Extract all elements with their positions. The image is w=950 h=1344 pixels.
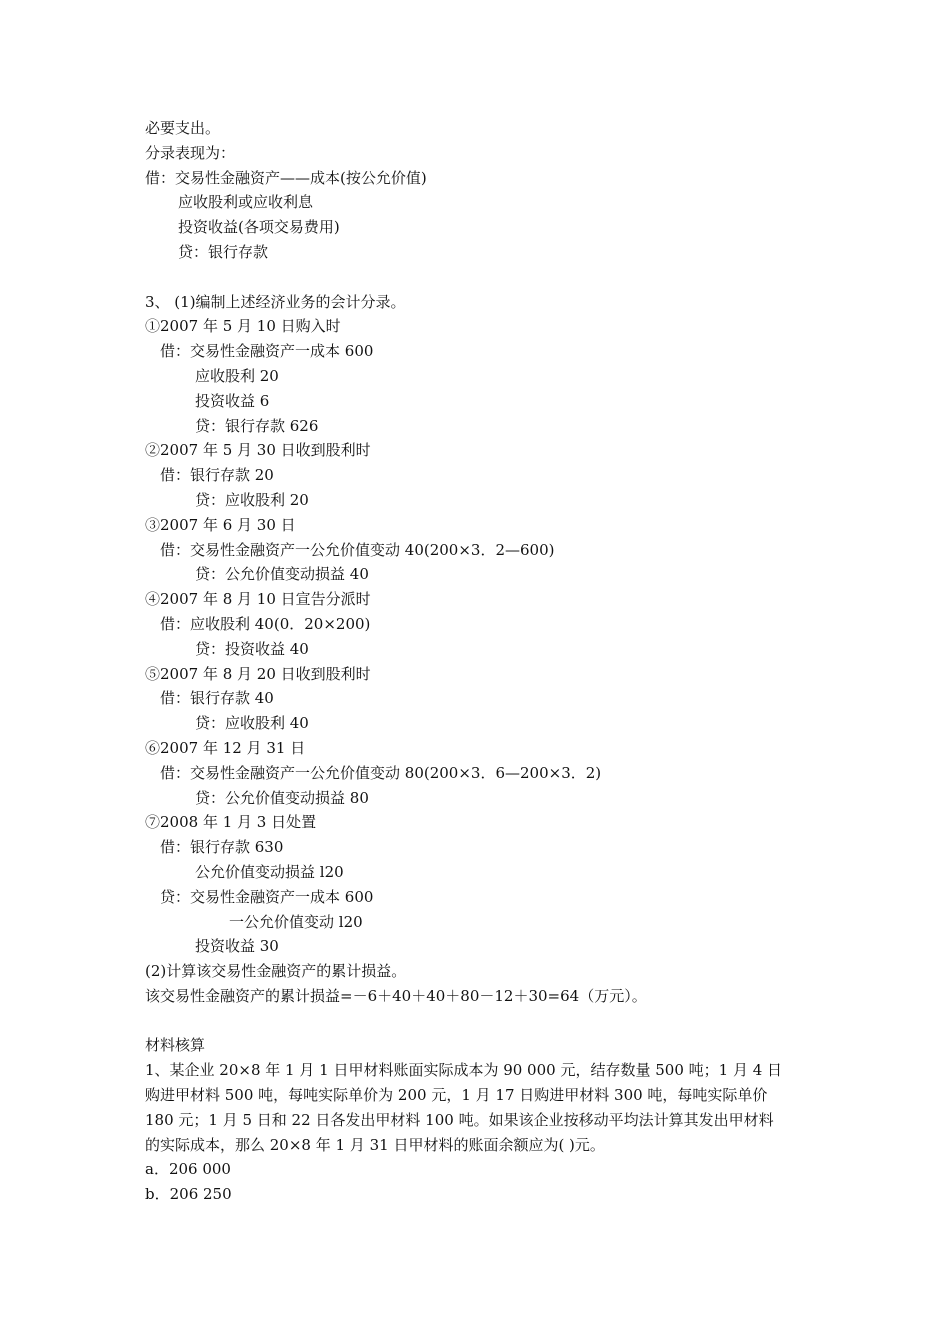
question-line: 1、某企业 20×8 年 1 月 1 日甲材料账面实际成本为 90 000 元，结存数量 500 吨；1 月 4 日 <box>145 1061 783 1080</box>
option-b: b．206 250 <box>145 1185 232 1204</box>
entry-line: 借：银行存款 20 <box>160 466 274 485</box>
text-line: 应收股利或应收利息 <box>178 193 314 212</box>
entry-line: 公允价值变动损益 l20 <box>195 862 344 881</box>
entry-line: 借：交易性金融资产一公允价值变动 80(200×3．6—200×3．2) <box>160 763 602 782</box>
entry-date: ⑥2007 年 12 月 31 日 <box>145 738 306 757</box>
entry-line: 借：银行存款 630 <box>160 838 284 857</box>
entry-line: 贷：银行存款 626 <box>195 416 319 435</box>
text-line: 必要支出。 <box>145 119 221 137</box>
entry-line: 借：应收股利 40(0．20×200) <box>160 614 371 633</box>
entry-date: ⑤2007 年 8 月 20 日收到股利时 <box>145 664 371 683</box>
entry-line: 贷：公允价值变动损益 40 <box>195 565 369 584</box>
entry-line: 投资收益 30 <box>195 937 279 956</box>
entry-line: 应收股利 20 <box>195 366 279 385</box>
entry-date: ②2007 年 5 月 30 日收到股利时 <box>145 441 371 460</box>
question-text <box>0 1058 950 1157</box>
entry-line: 贷：应收股利 40 <box>195 714 309 733</box>
question-line: 购进甲材料 500 吨，每吨实际单价为 200 元，1 月 17 日购进甲材料 300 吨，每吨实际单价 <box>145 1086 768 1105</box>
entry-line: 借：交易性金融资产一公允价值变动 40(200×3．2—600) <box>160 540 555 559</box>
spacer <box>0 265 950 290</box>
section-entry-summary <box>0 116 950 265</box>
entry-date: ③2007 年 6 月 30 日 <box>145 515 296 534</box>
entry-date: ⑦2008 年 1 月 3 日处置 <box>145 813 317 832</box>
section-material-accounting <box>0 1033 950 1207</box>
entry-line: 借：交易性金融资产一成本 600 <box>160 342 374 361</box>
option-a: a．206 000 <box>145 1160 231 1179</box>
question-line: 的实际成本，那么 20×8 年 1 月 31 日甲材料的账面余额应为( )元。 <box>145 1135 605 1154</box>
entry-line: 一公允价值变动 l20 <box>229 912 363 931</box>
section-heading: 材料核算 <box>145 1036 206 1055</box>
text-line: 投资收益(各项交易费用) <box>178 218 340 237</box>
text-line: 贷：银行存款 <box>178 242 269 261</box>
text-line: 借：交易性金融资产——成本(按公允价值) <box>145 168 427 187</box>
entry-line: 贷：应收股利 20 <box>195 490 309 509</box>
entry-line: 贷：投资收益 40 <box>195 639 309 658</box>
spacer <box>0 1009 950 1034</box>
document-page <box>0 116 950 1207</box>
entry-line: 贷：交易性金融资产一成本 600 <box>160 887 374 906</box>
entry-date: ①2007 年 5 月 10 日购入时 <box>145 317 341 336</box>
entry-date: ④2007 年 8 月 10 日宣告分派时 <box>145 590 371 609</box>
question-heading: 3、 (1)编制上述经济业务的会计分录。 <box>145 292 406 311</box>
calc-heading: (2)计算该交易性金融资产的累计损益。 <box>145 962 407 981</box>
text-line: 分录表现为： <box>145 143 236 162</box>
section-journal-entries <box>0 290 950 1009</box>
entry-line: 投资收益 6 <box>195 391 270 410</box>
question-line: 180 元；1 月 5 日和 22 日各发出甲材料 100 吨。如果该企业按移动平均法计算其发出甲材料 <box>145 1110 774 1129</box>
entry-line: 贷：公允价值变动损益 80 <box>195 788 369 807</box>
entry-line: 借：银行存款 40 <box>160 689 274 708</box>
calc-result: 该交易性金融资产的累计损益=－6＋40＋40＋80－12＋30=64（万元）。 <box>145 986 647 1005</box>
